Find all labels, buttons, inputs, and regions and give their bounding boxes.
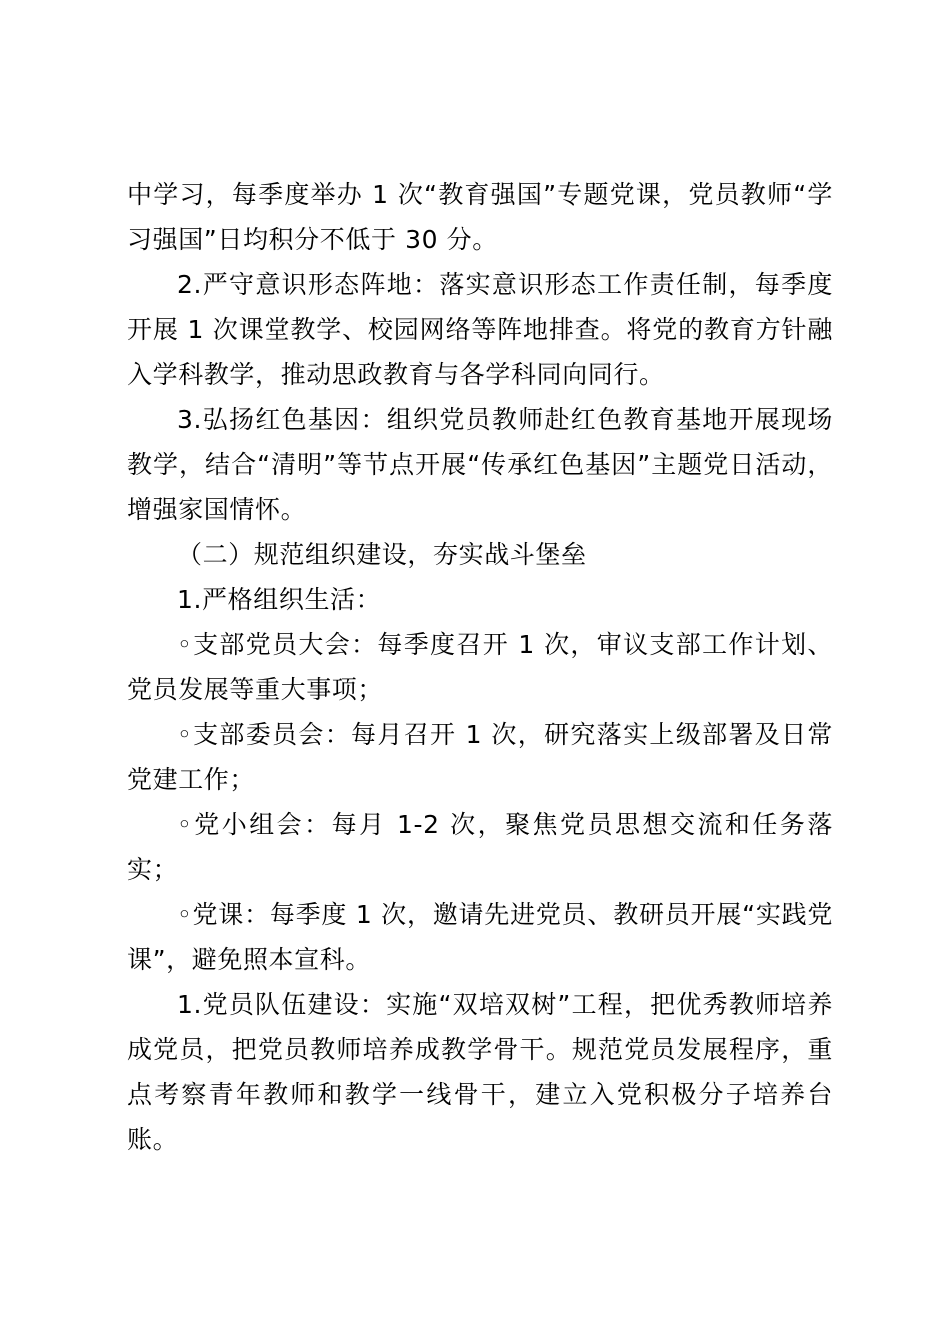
list-item-party-lecture: ◦党课：每季度 1 次，邀请先进党员、教研员开展“实践党课”，避免照本宣科。 xyxy=(127,900,833,974)
section-heading-organization: （二）规范组织建设，夯实战斗堡垒 xyxy=(177,540,587,569)
paragraph-continuation: 中学习，每季度举办 1 次“教育强国”专题党课，党员教师“学习强国”日均积分不低于 30 分。 xyxy=(127,180,833,254)
list-item-branch-general-meeting: ◦支部党员大会：每季度召开 1 次，审议支部工作计划、党员发展等重大事项； xyxy=(127,630,833,704)
paragraph-member-team-building: 1.党员队伍建设：实施“双培双树”工程，把优秀教师培养成党员，把党员教师培养成教学骨干。规范党员发展程序，重点考察青年教师和教学一线骨干，建立入党积极分子培养台账。 xyxy=(127,990,833,1154)
paragraph-ideology-position: 2.严守意识形态阵地：落实意识形态工作责任制，每季度开展 1 次课堂教学、校园网络等阵地排查。将党的教育方针融入学科教学，推动思政教育与各学科同向同行。 xyxy=(127,270,833,389)
paragraph-red-gene: 3.弘扬红色基因：组织党员教师赴红色教育基地开展现场教学，结合“清明”等节点开展“传承红色基因”主题党日活动，增强家国情怀。 xyxy=(127,405,833,524)
list-item-party-group-meeting: ◦党小组会：每月 1-2 次，聚焦党员思想交流和任务落实； xyxy=(127,810,833,884)
document-page xyxy=(127,172,833,1162)
paragraph-org-life-heading: 1.严格组织生活： xyxy=(177,585,382,614)
list-item-branch-committee: ◦支部委员会：每月召开 1 次，研究落实上级部署及日常党建工作； xyxy=(127,720,833,794)
